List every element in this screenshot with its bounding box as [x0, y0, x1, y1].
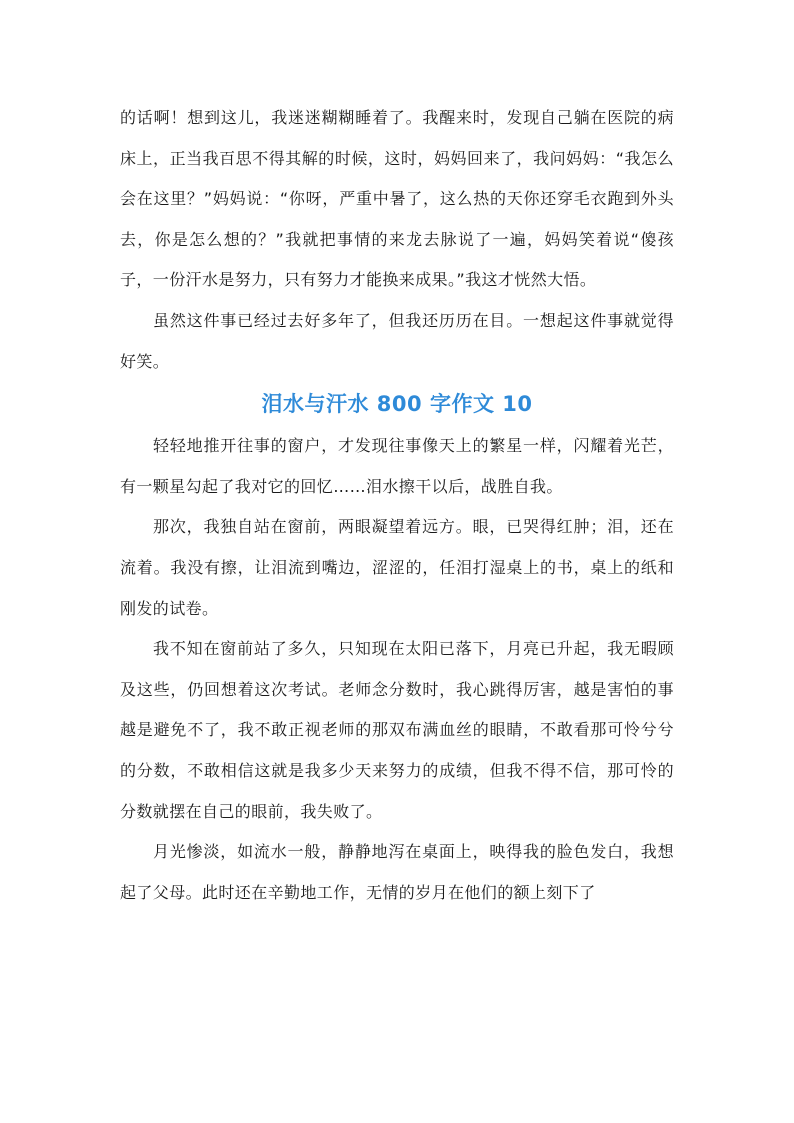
paragraph: 的话啊！想到这儿，我迷迷糊糊睡着了。我醒来时，发现自己躺在医院的病床上，正当我百思不得其解的时候，这时，妈妈回来了，我问妈妈：“我怎么会在这里？”妈妈说：“你呀，严重中暑了，这么热的天你还穿毛衣跑到外头去，你是怎么想的？”我就把事情的来龙去脉说了一遍，妈妈笑着说“傻孩子，一份汗水是努力，只有努力才能换来成果。”我这才恍然大悟。 — [120, 108, 674, 290]
paragraph: 我不知在窗前站了多久，只知现在太阳已落下，月亮已升起，我无暇顾及这些，仍回想着这次考试。老师念分数时，我心跳得厉害，越是害怕的事越是避免不了，我不敢正视老师的那双布满血丝的眼睛，不敢看那可怜兮兮的分数，不敢相信这就是我多少天来努力的成绩，但我不得不信，那可怜的分数就摆在自己的眼前，我失败了。 — [120, 639, 674, 821]
paragraph: 虽然这件事已经过去好多年了，但我还历历在目。一想起这件事就觉得好笑。 — [120, 310, 674, 371]
essay-heading: 泪水与汗水 800 字作文 10 — [261, 392, 533, 417]
paragraph: 轻轻地推开往事的窗户，才发现往事像天上的繁星一样，闪耀着光芒，有一颗星勾起了我对它的回忆……泪水擦干以后，战胜自我。 — [120, 436, 674, 496]
document-body — [120, 98, 674, 913]
paragraph: 那次，我独自站在窗前，两眼凝望着远方。眼，已哭得红肿；泪，还在流着。我没有擦，让泪流到嘴边，涩涩的，任泪打湿桌上的书，桌上的纸和刚发的试卷。 — [120, 517, 674, 618]
paragraph: 月光惨淡，如流水一般，静静地泻在桌面上，映得我的脸色发白，我想起了父母。此时还在辛勤地工作，无情的岁月在他们的额上刻下了 — [120, 842, 674, 902]
